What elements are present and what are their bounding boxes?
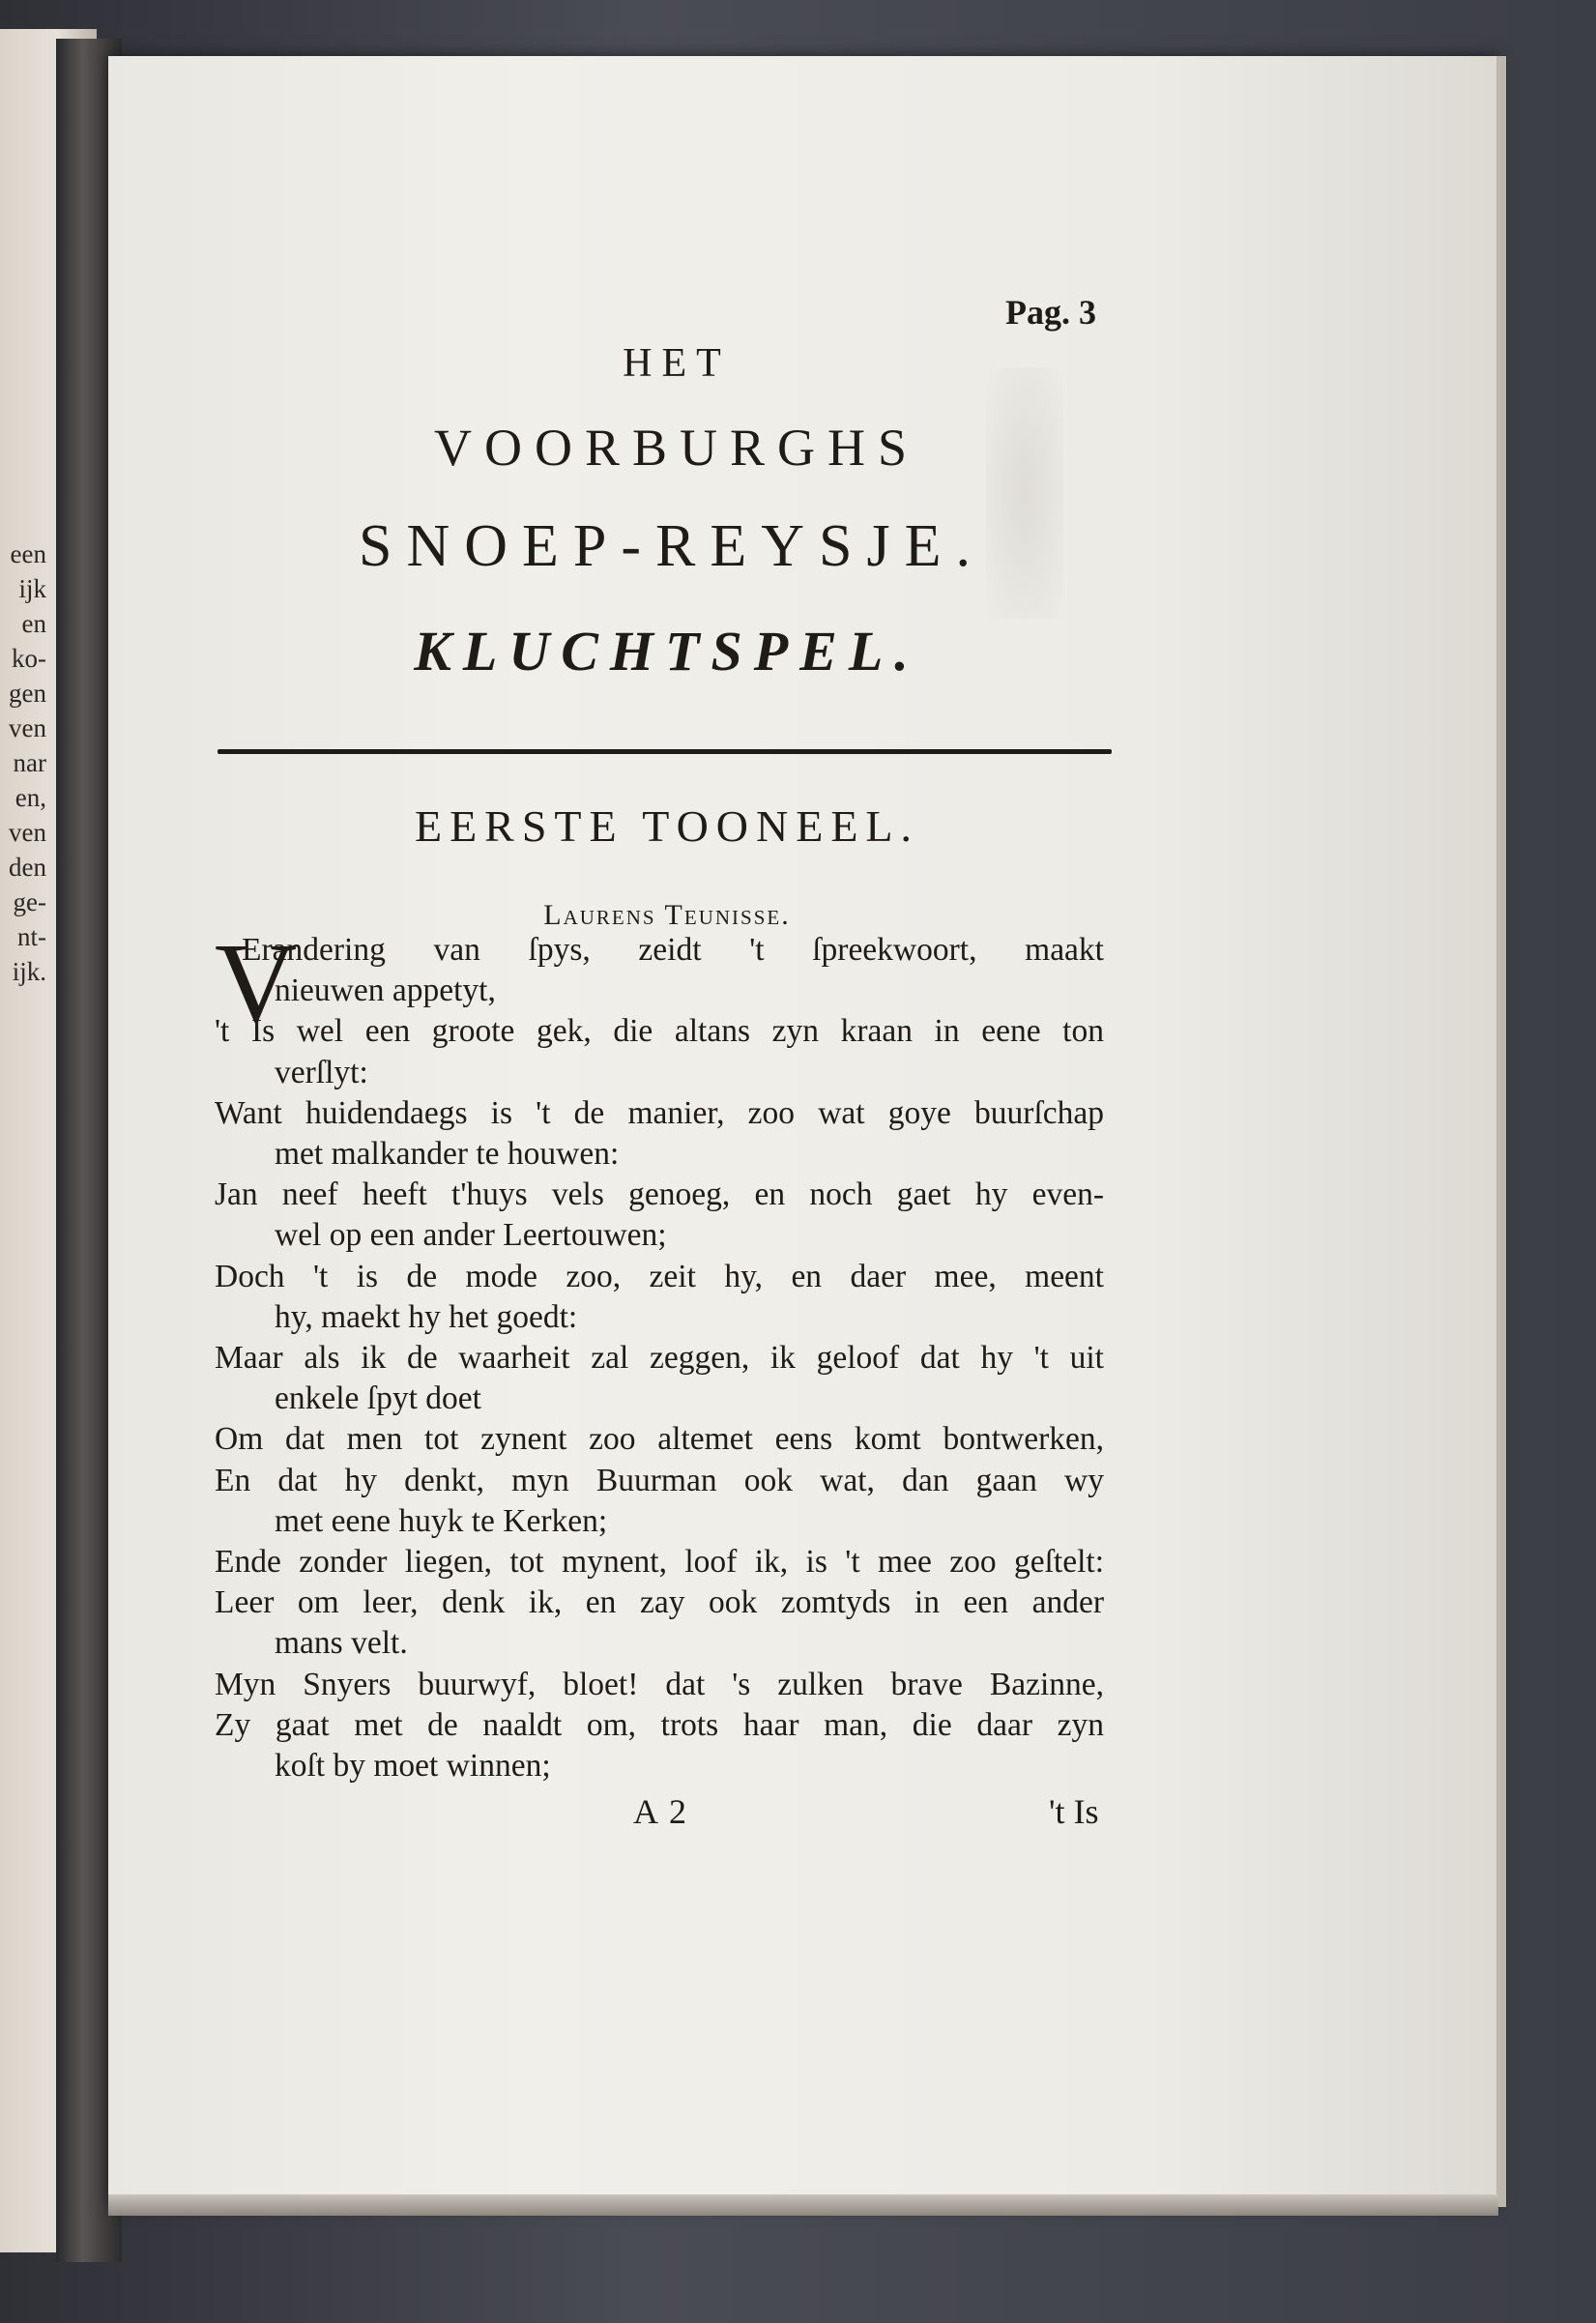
verse-line: koſt by moet winnen; xyxy=(275,1748,551,1785)
speaker-name: Laurens Teunisse. xyxy=(543,899,791,931)
drop-cap: V xyxy=(215,919,298,1046)
divider-rule xyxy=(218,749,1112,754)
verse-line: Jan neef heeft t'huys vels genoeg, en noch gaet hy even- xyxy=(215,1176,1104,1213)
signature-mark: A 2 xyxy=(633,1792,689,1831)
page-number: Pag. 3 xyxy=(1005,293,1096,332)
verse-line: Maar als ik de waarheit zal zeggen, ik geloof dat hy 't uit xyxy=(215,1340,1104,1377)
verse-line: Ende zonder liegen, tot mynent, loof ik, is 't mee zoo geſtelt: xyxy=(215,1544,1104,1581)
verse-line: wel op een ander Leertouwen; xyxy=(275,1217,667,1254)
left-fragment-line: ko- xyxy=(12,644,46,673)
left-fragment-line: den xyxy=(9,853,46,882)
verse-line: Doch 't is de mode zoo, zeit hy, en daer mee, meent xyxy=(215,1258,1104,1294)
page-bottom-edge xyxy=(108,2194,1498,2216)
title-line-2: VOORBURGHS xyxy=(433,419,920,477)
verse-line: verſlyt: xyxy=(275,1054,368,1090)
verse-line: hy, maekt hy het goedt: xyxy=(275,1298,578,1335)
verse-line: Zy gaat met de naaldt om, trots haar man, die daar zyn xyxy=(215,1706,1104,1743)
verse-line: met eene huyk te Kerken; xyxy=(275,1502,608,1539)
scene-heading: EERSTE TOONEEL. xyxy=(414,801,920,851)
show-through-stain xyxy=(986,367,1063,619)
verse-line: mans velt. xyxy=(275,1625,408,1662)
left-fragment-line: ijk xyxy=(18,574,46,603)
verse-line: Want huidendaegs is 't de manier, zoo wat goye buurſchap xyxy=(215,1094,1104,1131)
left-page-text-fragment xyxy=(0,537,46,989)
title-line-3: SNOEP-REYSJE. xyxy=(358,513,985,579)
left-fragment-line: ven xyxy=(9,713,46,742)
left-fragment-line: een xyxy=(10,539,46,568)
verse-line: met malkander te houwen: xyxy=(275,1136,620,1173)
left-fragment-line: nar xyxy=(13,748,46,777)
left-fragment-line: ge- xyxy=(13,887,46,916)
verse-line: Erandering van ſpys, zeidt 't ſpreekwoort, maakt xyxy=(242,932,1104,968)
page-edge xyxy=(1496,56,1506,2207)
verse-line: nieuwen appetyt, xyxy=(275,973,496,1009)
title-line-1: HET xyxy=(623,341,731,386)
verse-line: En dat hy denkt, myn Buurman ook wat, dan gaan wy xyxy=(215,1462,1104,1498)
title-line-4: KLUCHTSPEL. xyxy=(414,620,920,682)
verse-line: Om dat men tot zynent zoo altemet eens komt bontwerken, xyxy=(215,1421,1104,1458)
left-fragment-line: ijk. xyxy=(12,957,46,986)
verse-line: Leer om leer, denk ik, en zay ook zomtyds in een ander xyxy=(215,1584,1104,1621)
verse-text xyxy=(215,930,1104,1786)
left-fragment-line: en xyxy=(21,609,46,638)
left-fragment-line: ven xyxy=(9,818,46,847)
left-fragment-line: en, xyxy=(15,783,46,812)
verse-line: 't Is wel een groote gek, die altans zyn kraan in eene ton xyxy=(215,1013,1104,1050)
verse-line: enkele ſpyt doet xyxy=(275,1380,481,1417)
verse-line: Myn Snyers buurwyf, bloet! dat 's zulken brave Bazinne, xyxy=(215,1666,1104,1702)
catchword: 't Is xyxy=(1049,1792,1099,1831)
left-fragment-line: nt- xyxy=(17,922,46,951)
left-fragment-line: gen xyxy=(9,679,46,708)
